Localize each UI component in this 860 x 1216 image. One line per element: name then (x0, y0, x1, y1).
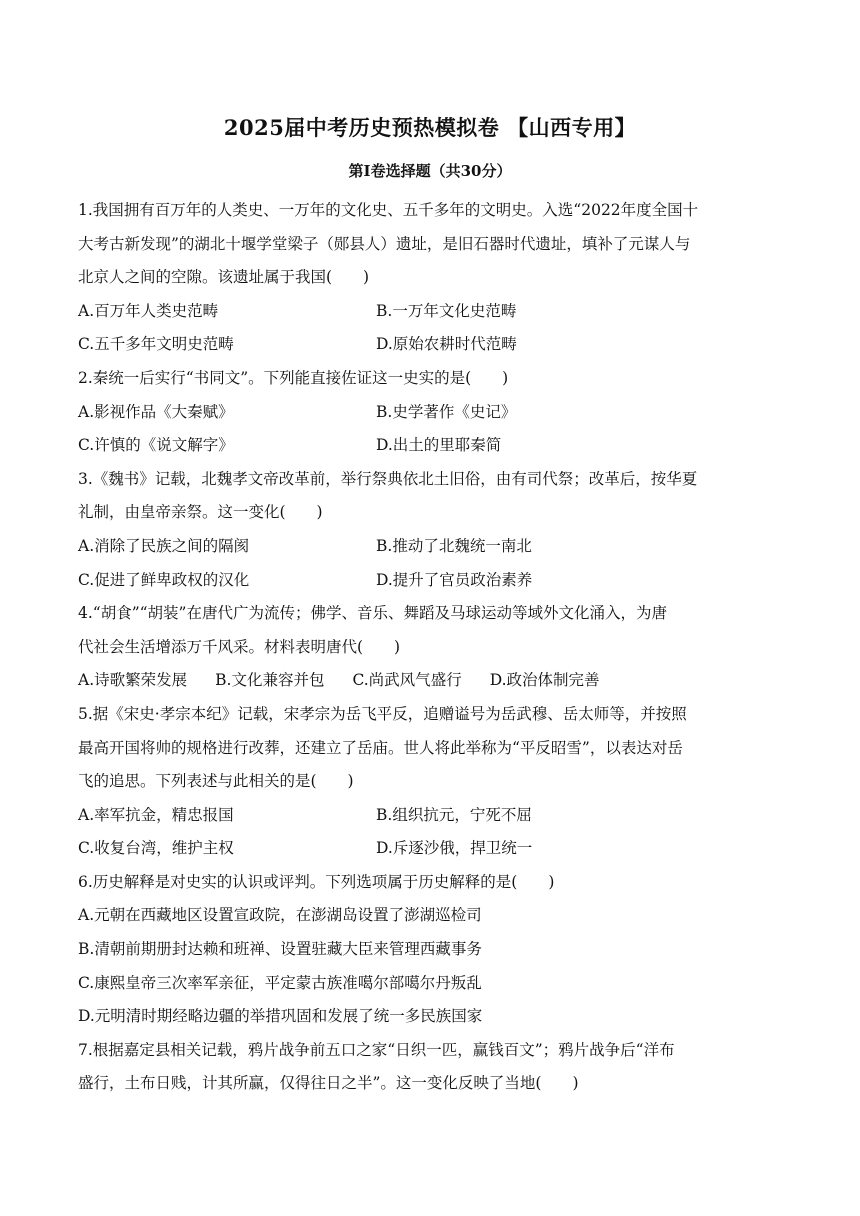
question-4 (78, 597, 784, 698)
option-a: A.影视作品《大秦赋》 (78, 402, 234, 421)
question-text-line: 5.据《宋史·孝宗本纪》记载，宋孝宗为岳飞平反，追赠谥号为岳武穆、岳太师等，并按照 (78, 704, 687, 723)
option-b: B.组织抗元，宁死不屈 (376, 805, 532, 824)
options-row (78, 832, 784, 866)
option-a: A.消除了民族之间的隔阂 (78, 536, 250, 555)
option-b: B.文化兼容并包 (215, 671, 325, 690)
question-text-line: 2.秦统一后实行“书同文”。下列能直接佐证这一史实的是( ) (78, 368, 509, 387)
question-text-line: 6.历史解释是对史实的认识或评判。下列选项属于历史解释的是( ) (78, 872, 555, 891)
option-d: D.斥逐沙俄，捍卫统一 (376, 839, 533, 858)
question-3 (78, 463, 784, 597)
question-1 (78, 194, 784, 362)
question-7 (78, 1034, 784, 1101)
question-text-line: 礼制，由皇帝亲祭。这一变化( ) (78, 503, 323, 522)
option-a: A.率军抗金，精忠报国 (78, 805, 234, 824)
option-b: B.推动了北魏统一南北 (376, 536, 532, 555)
question-text-line: 4.“胡食”“胡装”在唐代广为流传；佛学、音乐、舞蹈及马球运动等域外文化涌入，为唐 (78, 604, 667, 623)
option-a: A.百万年人类史范畴 (78, 301, 219, 320)
option-a: A.元朝在西藏地区设置宣政院，在澎湖岛设置了澎湖巡检司 (78, 906, 482, 925)
option-c: C.五千多年文明史范畴 (78, 335, 234, 354)
question-text-line: 代社会生活增添万千风采。材料表明唐代( ) (78, 637, 401, 656)
option-c: C.尚武风气盛行 (352, 671, 462, 690)
option-d: D.政治体制完善 (489, 671, 600, 690)
options-row (78, 328, 784, 362)
option-b: B.史学著作《史记》 (376, 402, 517, 421)
question-text-line: 大考古新发现”的湖北十堰学堂梁子（郧县人）遗址，是旧石器时代遗址，填补了元谋人与 (78, 234, 691, 253)
question-text-line: 1.我国拥有百万年的人类史、一万年的文化史、五千多年的文明史。入选“2022年度全国十 (78, 201, 699, 219)
options-row (78, 664, 784, 698)
option-d: D.提升了官员政治素养 (376, 570, 533, 589)
question-2 (78, 362, 784, 463)
option-a: A.诗歌繁荣发展 (78, 671, 188, 690)
option-d: D.出土的里耶秦简 (376, 436, 502, 455)
option-b: B.清朝前期册封达赖和班禅、设置驻藏大臣来管理西藏事务 (78, 940, 482, 959)
option-c: C.收复台湾，维护主权 (78, 839, 234, 858)
question-text-line: 飞的追思。下列表述与此相关的是( ) (78, 772, 354, 791)
questions-list (78, 194, 784, 1101)
question-6 (78, 866, 784, 1034)
question-text-line: 3.《魏书》记载，北魏孝文帝改革前，举行祭典依北土旧俗，由有司代祭；改革后，按华夏 (78, 469, 698, 488)
option-d: D.元明清时期经略边疆的举措巩固和发展了统一多民族国家 (78, 1007, 483, 1026)
options-row (78, 295, 784, 329)
option-d: D.原始农耕时代范畴 (376, 335, 517, 354)
options-row (78, 530, 784, 564)
question-text-line: 最高开国将帅的规格进行改葬，还建立了岳庙。世人将此举称为“平反昭雪”，以表达对岳 (78, 738, 683, 757)
option-b: B.一万年文化史范畴 (376, 301, 517, 320)
options-row (78, 396, 784, 430)
question-text-line: 盛行，土布日贱，计其所赢，仅得往日之半”。这一变化反映了当地( ) (78, 1074, 579, 1093)
page-title: 2025届中考历史预热模拟卷 【山西专用】 (223, 115, 637, 140)
options-row (78, 564, 784, 598)
section-title: 第I卷选择题（共30分） (348, 162, 512, 180)
question-text-line: 7.根据嘉定县相关记载，鸦片战争前五口之家“日织一匹，赢钱百文”；鸦片战争后“洋布 (78, 1040, 675, 1059)
options-row (78, 429, 784, 463)
option-c: C.许慎的《说文解字》 (78, 436, 234, 455)
question-text-line: 北京人之间的空隙。该遗址属于我国( ) (78, 268, 370, 287)
options-row (78, 799, 784, 833)
question-5 (78, 698, 784, 866)
option-c: C.康熙皇帝三次率军亲征，平定蒙古族准噶尔部噶尔丹叛乱 (78, 973, 482, 992)
option-c: C.促进了鲜卑政权的汉化 (78, 570, 250, 589)
